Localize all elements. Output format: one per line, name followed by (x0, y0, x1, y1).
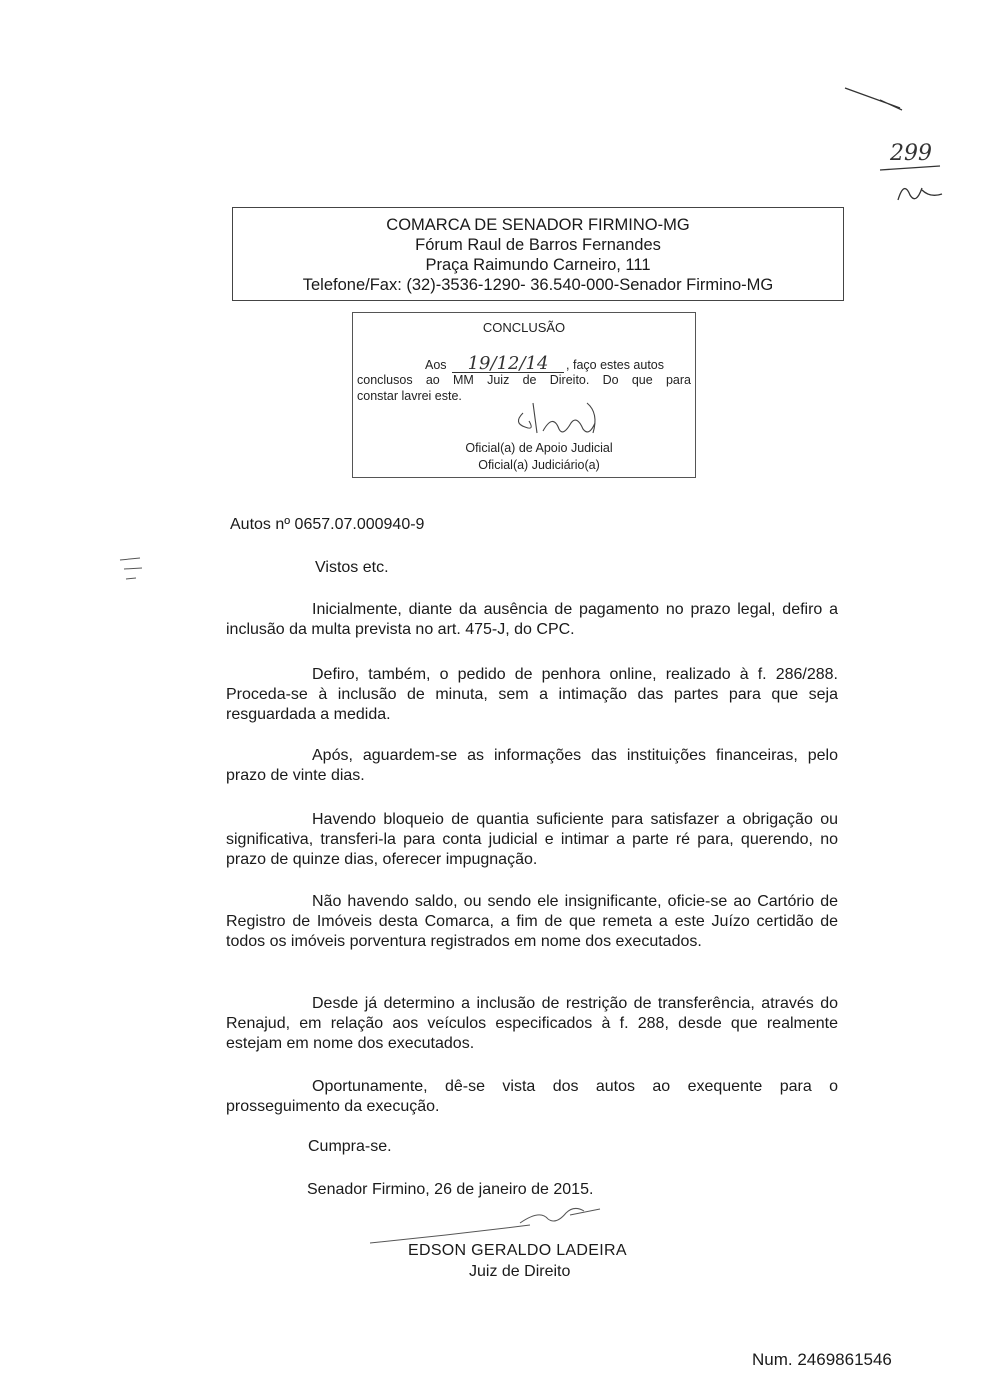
paragraph-text: Havendo bloqueio de quantia suficiente para satisfazer a obrigação ou significativa, transferi-la para conta judicial e intimar a parte ré para, querendo, no prazo de quinze dias, oferecer impugnação. (226, 811, 838, 868)
judge-name: EDSON GERALDO LADEIRA (408, 1242, 627, 1259)
court-header (232, 207, 844, 301)
judge-title: Juiz de Direito (469, 1263, 571, 1280)
stamp-handwritten-date: 19/12/14 (452, 356, 564, 373)
stamp-official-2: Oficial(a) Judiciário(a) (478, 458, 600, 472)
place-date: Senador Firmino, 26 de janeiro de 2015. (307, 1181, 594, 1198)
margin-mark (118, 555, 148, 585)
court-name: COMARCA DE SENADOR FIRMINO-MG (386, 216, 690, 234)
document-number: Num. 2469861546 (752, 1350, 892, 1369)
paragraph (226, 892, 838, 952)
paragraph-text: Desde já determino a inclusão de restrição de transferência, através do Renajud, em relação aos veículos especificados à f. 288, desde que realmente estejam em nome dos executados. (226, 995, 838, 1052)
stamp-line-2: conclusos ao MM Juiz de Direito. Do que para (357, 373, 691, 387)
court-address: Praça Raimundo Carneiro, 111 (425, 256, 651, 274)
paragraph-text: Inicialmente, diante da ausência de pagamento no prazo legal, defiro a inclusão da multa prevista no art. 475-J, do CPC. (226, 601, 838, 638)
paragraph (226, 810, 838, 870)
paragraph (226, 1077, 838, 1117)
forum-name: Fórum Raul de Barros Fernandes (415, 236, 661, 254)
stamp-after-date: , faço estes autos (566, 358, 665, 372)
stamp-title: CONCLUSÃO (482, 320, 566, 335)
paragraph (226, 994, 838, 1054)
stamp-aos: Aos (425, 358, 447, 372)
paragraph-text: Após, aguardem-se as informações das instituições financeiras, pelo prazo de vinte dias. (226, 747, 838, 784)
folio-number: 299 (890, 141, 932, 166)
folio-annotation (840, 70, 970, 220)
cumpra-se: Cumpra-se. (308, 1138, 392, 1155)
paragraph-text: Oportunamente, dê-se vista dos autos ao exequente para o prosseguimento da execução. (226, 1078, 838, 1115)
stamp-official-1: Oficial(a) de Apoio Judicial (465, 441, 613, 455)
paragraph (226, 600, 838, 640)
paragraph-text: Defiro, também, o pedido de penhora online, realizado à f. 286/288. Proceda-se à inclusão de minuta, sem a intimação das partes para que seja resguardada a medida. (226, 666, 838, 723)
judge-signature (370, 1195, 630, 1245)
vistos-line: Vistos etc. (315, 559, 389, 576)
stamp-date-line (425, 353, 665, 374)
paragraph-text: Não havendo saldo, ou sendo ele insignificante, oficie-se ao Cartório de Registro de Imóveis desta Comarca, a fim de que remeta a este Juízo certidão de todos os imóveis porventura registrados em nome dos executados. (226, 893, 838, 950)
conclusao-stamp (352, 312, 696, 478)
stamp-line-3: constar lavrei este. (357, 389, 462, 403)
paragraph (226, 665, 838, 725)
case-number: Autos nº 0657.07.000940-9 (230, 516, 425, 533)
paragraph (226, 746, 838, 786)
court-contact: Telefone/Fax: (32)-3536-1290- 36.540-000-Senador Firmino-MG (302, 276, 774, 294)
